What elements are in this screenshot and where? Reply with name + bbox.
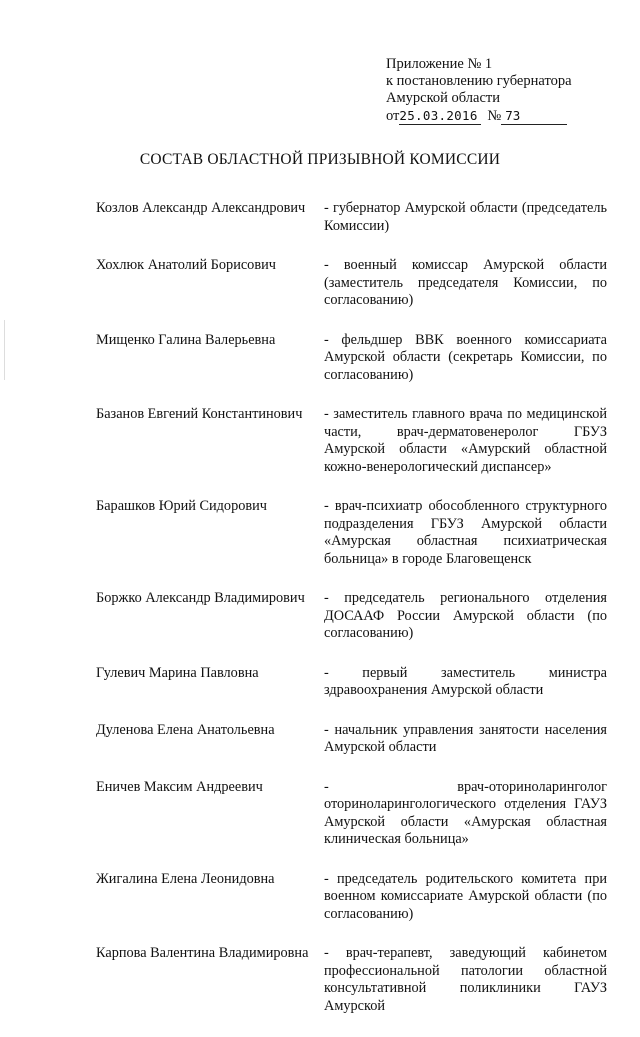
member-role: - председатель регионального отделения ДОСААФ России Амурской области (по согласованию) bbox=[324, 590, 607, 641]
member-row bbox=[96, 945, 608, 1015]
member-row bbox=[96, 200, 608, 235]
member-row bbox=[96, 332, 608, 385]
member-row bbox=[96, 665, 608, 700]
number-label: № bbox=[487, 108, 502, 124]
member-name: Базанов Евгений Константинович bbox=[96, 406, 303, 422]
member-name: Хохлюк Анатолий Борисович bbox=[96, 257, 276, 273]
member-row bbox=[96, 406, 608, 476]
member-name: Дуленова Елена Анатольевна bbox=[96, 721, 275, 738]
resolution-date: 25.03.2016 bbox=[399, 107, 481, 125]
member-name: Мищенко Галина Валерьевна bbox=[96, 331, 276, 348]
member-row bbox=[96, 498, 608, 568]
members-list bbox=[96, 200, 608, 1037]
member-role: - заместитель главного врача по медицинской части, врач-дерматовенеролог ГБУЗ Амурской области «Амурский областной кожно-венерологический диспансер» bbox=[324, 406, 607, 475]
resolution-number: 73 bbox=[501, 107, 567, 125]
member-role: - губернатор Амурской области (председатель Комиссии) bbox=[324, 200, 607, 234]
member-name: Барашков Юрий Сидорович bbox=[96, 498, 267, 514]
appendix-line-2: к постановлению губернатора bbox=[386, 73, 572, 89]
appendix-date-line bbox=[386, 107, 626, 125]
member-role: - военный комиссар Амурской области (заместитель председателя Комиссии, по согласованию) bbox=[324, 257, 607, 308]
member-name: Гулевич Марина Павловна bbox=[96, 664, 259, 681]
member-role: - председатель родительского комитета при военном комиссариате Амурской области (по согласованию) bbox=[324, 870, 607, 922]
member-role: - начальник управления занятости населения Амурской области bbox=[324, 721, 607, 755]
member-name: Еничев Максим Андреевич bbox=[96, 778, 263, 795]
member-row bbox=[96, 779, 608, 849]
member-row bbox=[96, 871, 608, 924]
member-role: - фельдшер ВВК военного комиссариата Амурской области (секретарь Комиссии, по согласованию) bbox=[324, 331, 607, 383]
member-role: - первый заместитель министра здравоохранения Амурской области bbox=[324, 664, 607, 698]
appendix-line-1: Приложение № 1 bbox=[386, 56, 493, 72]
member-name: Жигалина Елена Леонидовна bbox=[96, 870, 275, 887]
member-row bbox=[96, 257, 608, 310]
member-row bbox=[96, 722, 608, 757]
member-name: Козлов Александр Александрович bbox=[96, 200, 306, 216]
appendix-header bbox=[386, 56, 626, 125]
member-name: Боржко Александр Владимирович bbox=[96, 590, 305, 606]
member-role: - врач-терапевт, заведующий кабинетом профессиональной патологии областной консультативной поликлиники ГАУЗ Амурской bbox=[324, 945, 607, 1014]
member-name: Карпова Валентина Владимировна bbox=[96, 945, 309, 961]
member-role: - врач-оториноларинголог оториноларингологического отделения ГАУЗ Амурской области «Амурская областная клиническая больница» bbox=[324, 778, 607, 847]
member-row bbox=[96, 590, 608, 643]
date-prefix: от bbox=[386, 108, 400, 124]
member-role: - врач-психиатр обособленного структурного подразделения ГБУЗ Амурской области «Амурская областная психиатрическая больница» в городе Благовещенск bbox=[324, 498, 607, 567]
scan-margin-mark bbox=[4, 320, 5, 380]
document-title: СОСТАВ ОБЛАСТНОЙ ПРИЗЫВНОЙ КОМИССИИ bbox=[139, 151, 501, 168]
appendix-line-3: Амурской области bbox=[386, 90, 500, 106]
